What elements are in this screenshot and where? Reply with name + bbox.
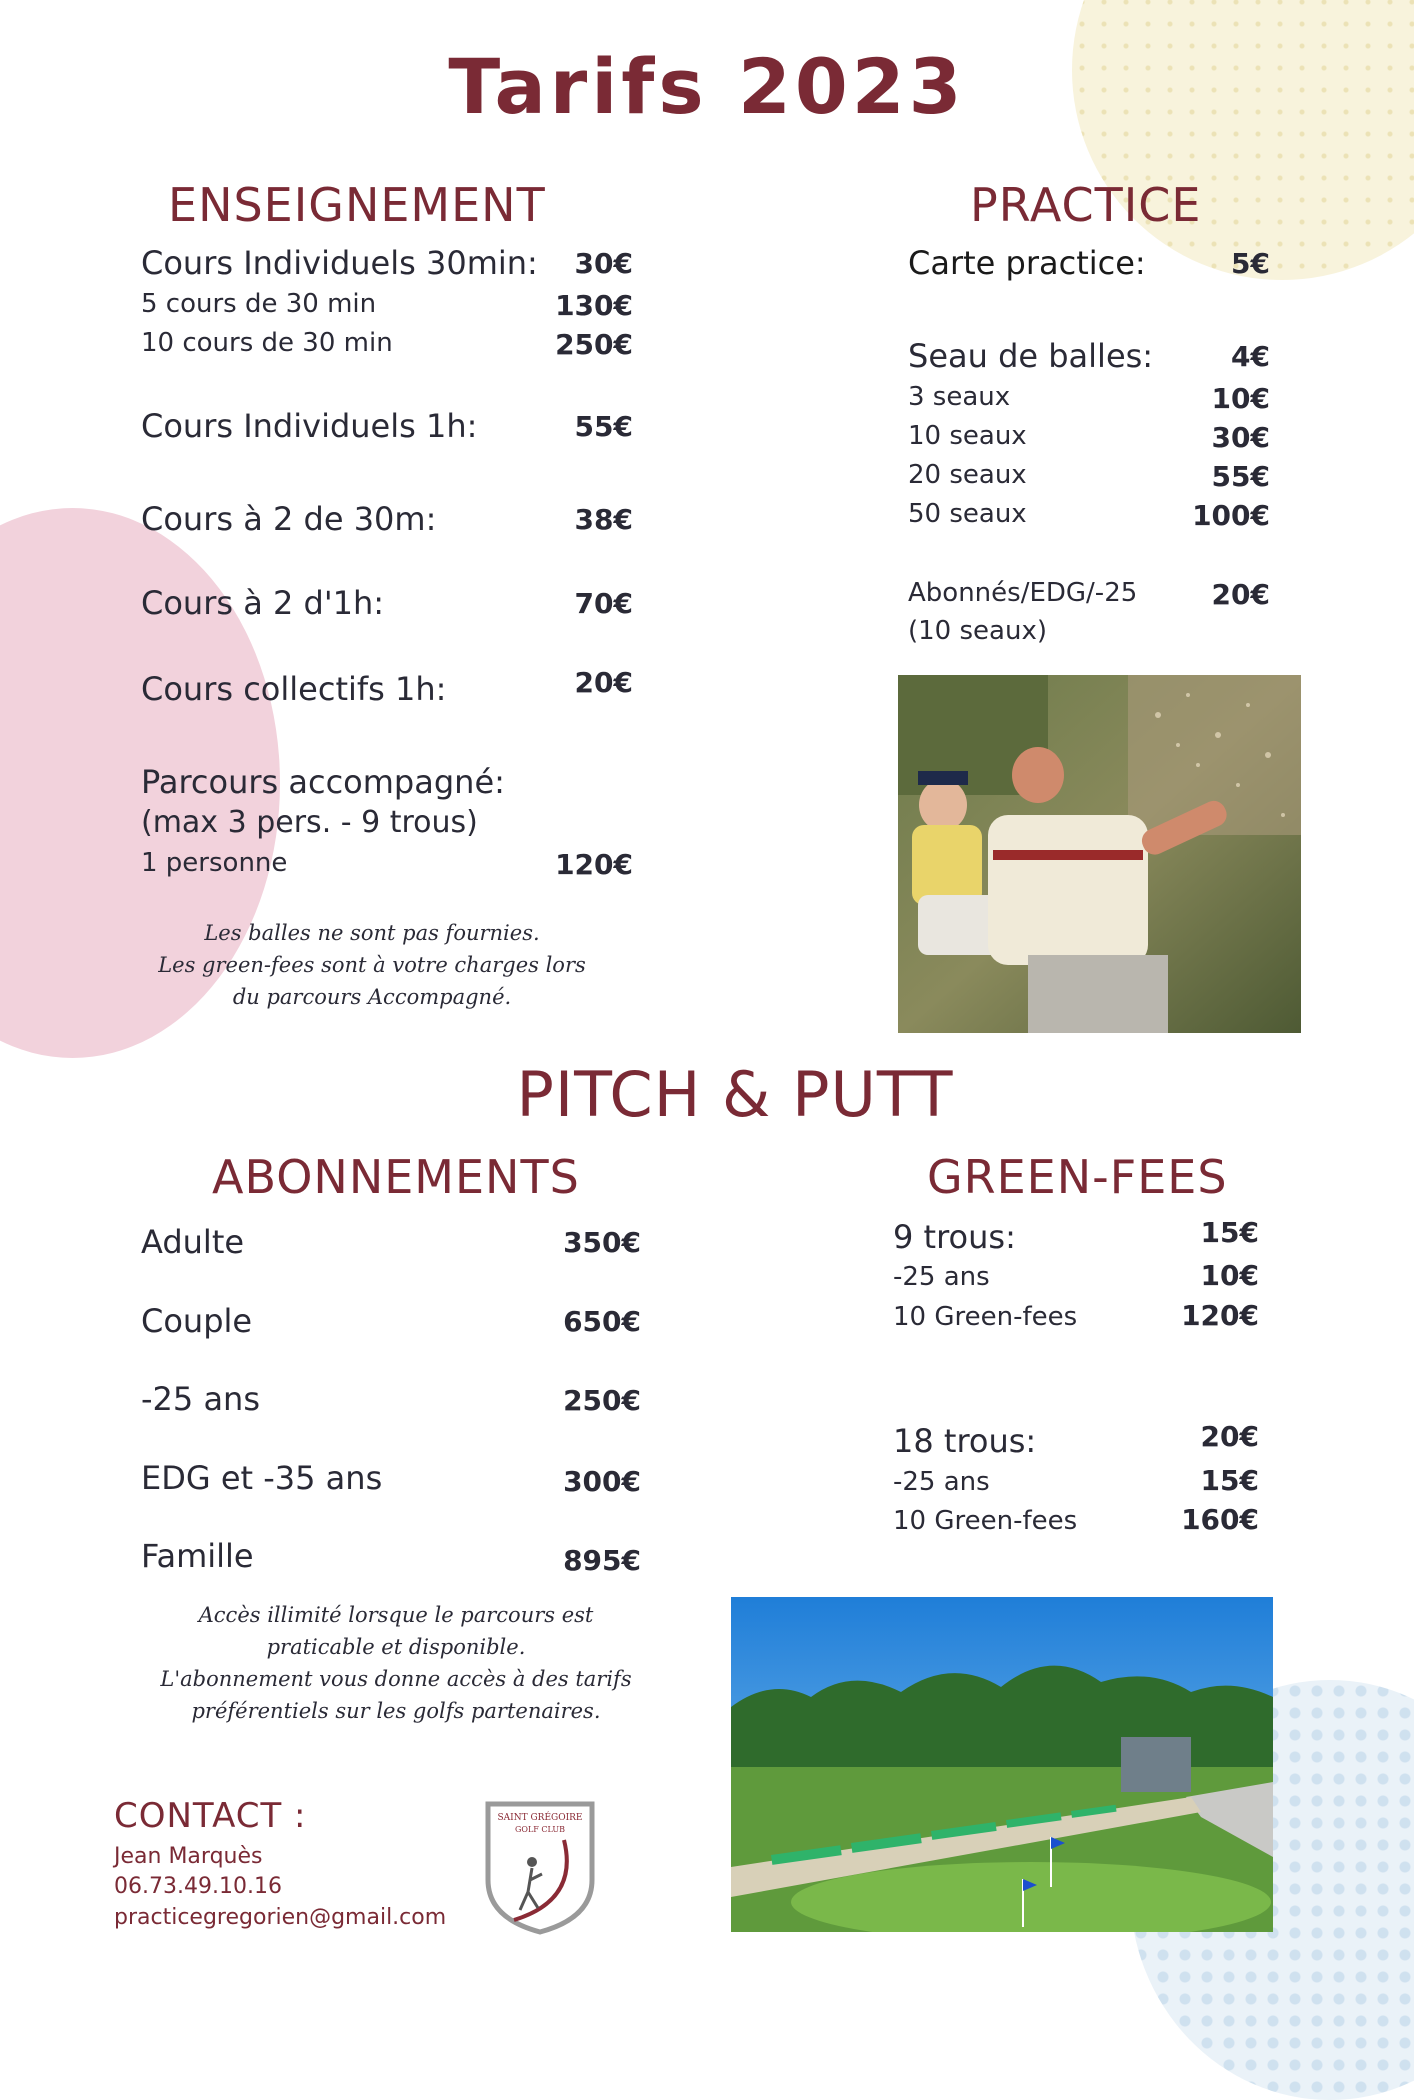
row-price: 20€ [574, 666, 633, 699]
row-label: 3 seaux [908, 382, 1011, 412]
golfer-photo [898, 675, 1301, 1033]
row-price: 160€ [1181, 1503, 1259, 1536]
row-label: -25 ans [141, 1380, 260, 1418]
abonnements-heading: ABONNEMENTS [212, 1150, 580, 1204]
row-price: 20€ [1211, 578, 1270, 611]
row-label: Abonnés/EDG/-25 [908, 578, 1138, 608]
row-price: 15€ [1200, 1464, 1259, 1497]
contact-phone[interactable]: 06.73.49.10.16 [114, 1874, 282, 1899]
row-label: 9 trous: [893, 1218, 1016, 1256]
row-label: 20 seaux [908, 460, 1027, 490]
note-line: praticable et disponible. [266, 1635, 526, 1659]
row-label: 1 personne [141, 848, 288, 878]
row-label: Cours à 2 d'1h: [141, 584, 385, 622]
green-fees-heading: GREEN-FEES [927, 1150, 1228, 1204]
row-price: 100€ [1192, 499, 1270, 532]
row-price: 120€ [555, 848, 633, 881]
note-line: préférentiels sur les golfs partenaires. [191, 1699, 601, 1723]
row-price: 650€ [563, 1305, 641, 1338]
row-price: 30€ [1211, 421, 1270, 454]
note-line: du parcours Accompagné. [232, 985, 512, 1009]
row-label: Cours à 2 de 30m: [141, 500, 437, 538]
row-label: 50 seaux [908, 499, 1027, 529]
course-photo [731, 1597, 1273, 1932]
row-price: 120€ [1181, 1299, 1259, 1332]
row-label: 10 Green-fees [893, 1506, 1078, 1536]
club-logo [484, 1800, 596, 1936]
row-label: 18 trous: [893, 1422, 1037, 1460]
row-price: 10€ [1211, 382, 1270, 415]
row-price: 350€ [563, 1226, 641, 1259]
contact-email[interactable]: practicegregorien@gmail.com [114, 1905, 447, 1930]
note-line: Les green-fees sont à votre charges lors [158, 953, 586, 977]
contact-heading: CONTACT : [114, 1796, 307, 1836]
row-label: 5 cours de 30 min [141, 289, 377, 319]
row-price: 300€ [563, 1465, 641, 1498]
abonnements-note [132, 1599, 660, 1727]
row-price: 38€ [574, 503, 633, 536]
contact-name: Jean Marquès [114, 1844, 263, 1869]
row-label: 10 seaux [908, 421, 1027, 451]
row-price: 10€ [1200, 1259, 1259, 1292]
row-price: 250€ [555, 328, 633, 361]
row-label: Carte practice: [908, 244, 1146, 282]
row-label: -25 ans [893, 1467, 990, 1497]
row-label: -25 ans [893, 1262, 990, 1292]
parcours-title: Parcours accompagné: [141, 763, 505, 801]
row-price: 55€ [1211, 460, 1270, 493]
row-label: EDG et -35 ans [141, 1459, 383, 1497]
page-title: Tarifs 2023 [448, 42, 966, 131]
note-line: L'abonnement vous donne accès à des tarifs [160, 1667, 632, 1691]
row-price: 15€ [1200, 1216, 1259, 1249]
enseignement-note [122, 917, 622, 1013]
parcours-subtitle: (max 3 pers. - 9 trous) [141, 805, 478, 840]
row-price: 5€ [1231, 247, 1270, 280]
row-price: 250€ [563, 1384, 641, 1417]
row-price: 30€ [574, 247, 633, 280]
row-label: Cours Individuels 30min: [141, 244, 538, 282]
row-label: 10 Green-fees [893, 1302, 1078, 1332]
row-price: 4€ [1231, 340, 1270, 373]
abonnes-subtitle: (10 seaux) [908, 616, 1047, 646]
note-line: Les balles ne sont pas fournies. [204, 921, 540, 945]
row-price: 130€ [555, 289, 633, 322]
row-label: Seau de balles: [908, 337, 1154, 375]
row-label: Couple [141, 1302, 253, 1340]
practice-heading: PRACTICE [970, 178, 1202, 232]
note-line: Accès illimité lorsque le parcours est [198, 1603, 594, 1627]
logo-line1: SAINT GRÉGOIRE [497, 1813, 583, 1823]
row-label: 10 cours de 30 min [141, 328, 393, 358]
row-price: 70€ [574, 587, 633, 620]
enseignement-heading: ENSEIGNEMENT [168, 178, 546, 232]
row-price: 20€ [1200, 1420, 1259, 1453]
logo-line2: GOLF CLUB [515, 1825, 565, 1834]
row-label: Cours collectifs 1h: [141, 670, 447, 708]
row-label: Famille [141, 1537, 254, 1575]
row-price: 55€ [574, 410, 633, 443]
row-price: 895€ [563, 1544, 641, 1577]
row-label: Cours Individuels 1h: [141, 407, 478, 445]
pitch-putt-heading: PITCH & PUTT [516, 1058, 954, 1131]
row-label: Adulte [141, 1223, 245, 1261]
